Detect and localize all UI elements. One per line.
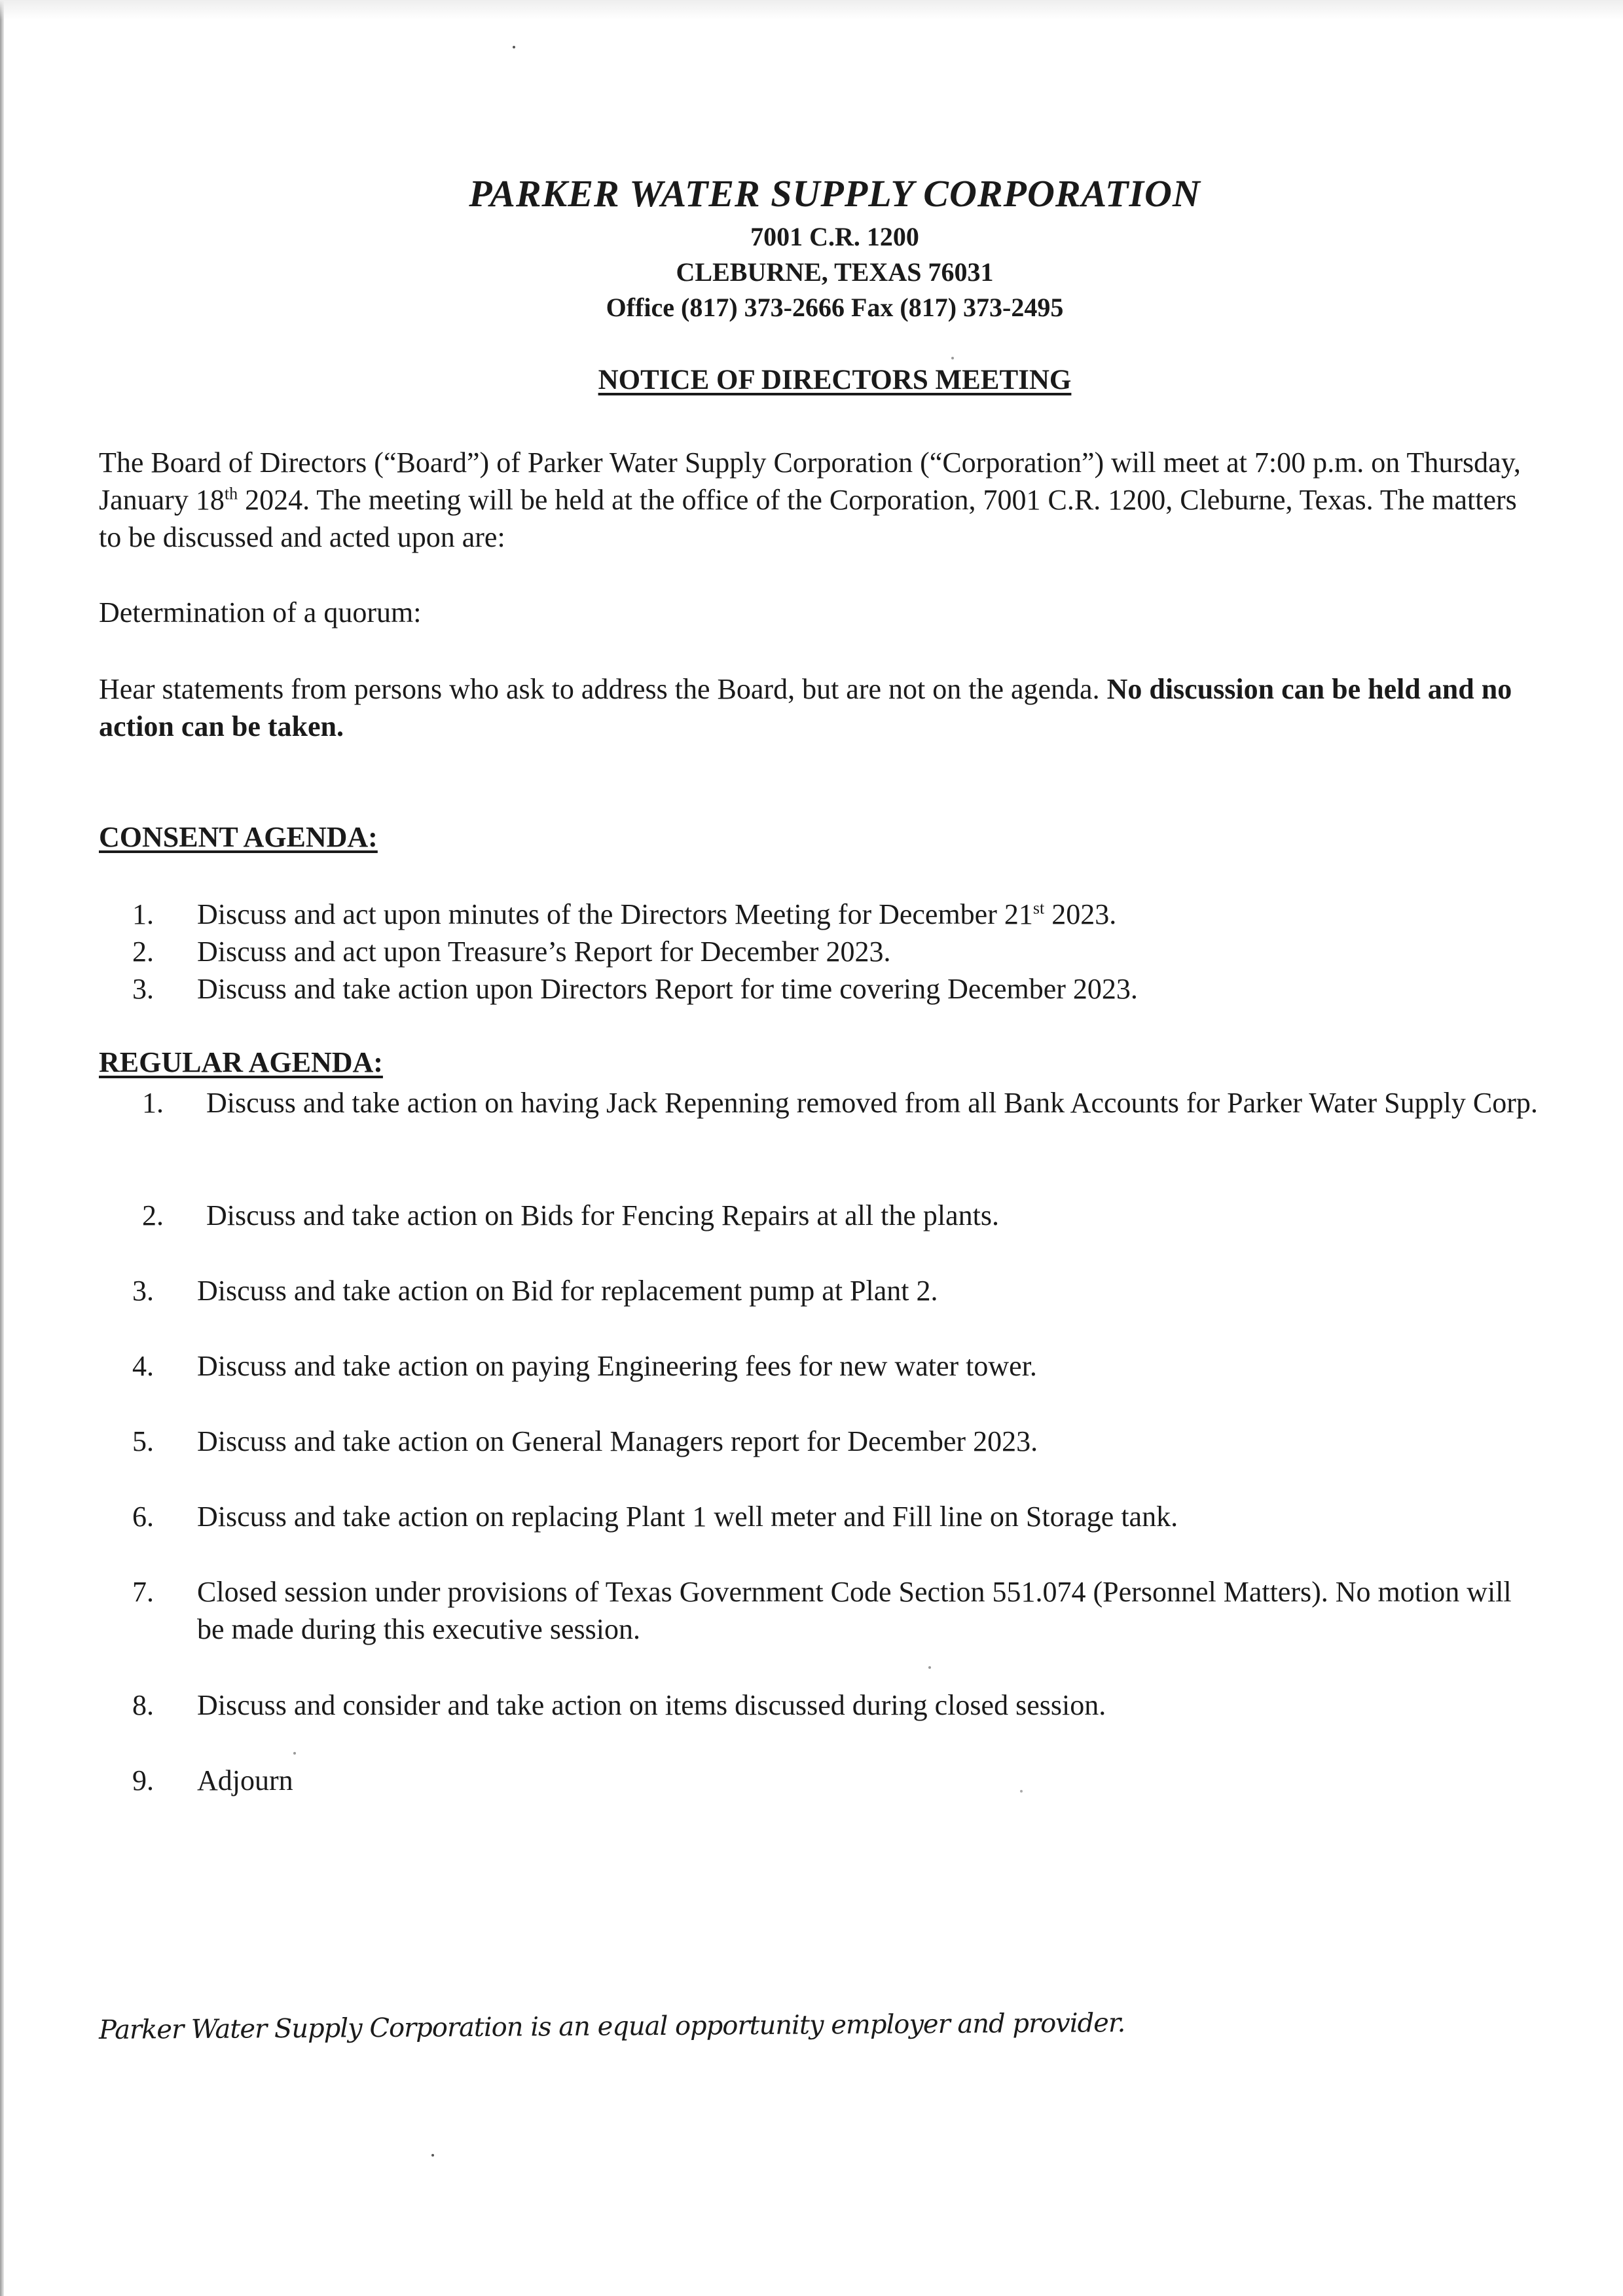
address-line-2: CLEBURNE, TEXAS 76031	[676, 257, 994, 287]
regular-item-text: Discuss and take action on Bid for replacement pump at Plant 2.	[197, 1275, 938, 1307]
scan-shadow	[0, 0, 1623, 20]
regular-item-text: Discuss and take action on having Jack Repenning removed from all Bank Accounts for Parker Water Supply Corp.	[206, 1087, 1538, 1119]
scan-speck	[431, 2154, 434, 2157]
consent-item-number: 3.	[132, 973, 154, 1005]
consent-item-number: 2.	[132, 936, 154, 968]
regular-item	[108, 1686, 1548, 1724]
regular-item-text: Closed session under provisions of Texas Government Code Section 551.074 (Personnel Matters). No motion will be made during this executive session.	[197, 1576, 1512, 1645]
contact-line: Office (817) 373-2666 Fax (817) 373-2495	[606, 293, 1064, 322]
footer-statement: Parker Water Supply Corporation is an equal opportunity employer and provider.	[98, 2008, 1125, 2045]
consent-item-number: 1.	[132, 898, 154, 930]
regular-item	[118, 1084, 1558, 1159]
statements-bold-text: No discussion can be held and no action can be taken.	[99, 673, 1512, 742]
quorum-text: Determination of a quorum:	[99, 596, 422, 629]
address-line-1: 7001 C.R. 1200	[750, 222, 919, 251]
regular-agenda-heading: REGULAR AGENDA:	[99, 1046, 383, 1078]
regular-item-number: 2.	[142, 1199, 164, 1231]
consent-item	[108, 970, 1548, 1008]
regular-item-number: 4.	[132, 1350, 154, 1382]
consent-item	[108, 933, 1548, 970]
consent-item-text: Discuss and take action upon Directors Report for time covering December 2023.	[197, 973, 1138, 1005]
regular-item	[108, 1498, 1548, 1535]
regular-item-number: 3.	[132, 1275, 154, 1307]
scan-speck	[951, 357, 954, 359]
scan-speck	[293, 1752, 296, 1755]
regular-item-text: Discuss and take action on replacing Plant 1 well meter and Fill line on Storage tank.	[197, 1501, 1178, 1533]
intro-sup: th	[224, 484, 238, 503]
org-name: PARKER WATER SUPPLY CORPORATION	[469, 172, 1201, 215]
consent-item-sup: st	[1032, 898, 1045, 918]
regular-item-text: Discuss and consider and take action on items discussed during closed session.	[197, 1689, 1106, 1721]
regular-item-text: Discuss and take action on paying Engineering fees for new water tower.	[197, 1350, 1037, 1382]
statements-text: Hear statements from persons who ask to address the Board, but are not on the agenda.	[99, 673, 1107, 705]
scan-speck	[928, 1666, 931, 1669]
regular-item-text: Discuss and take action on General Managers report for December 2023.	[197, 1425, 1038, 1457]
scan-speck	[513, 46, 515, 48]
regular-item	[108, 1272, 1548, 1309]
regular-item-number: 5.	[132, 1425, 154, 1457]
regular-item-number: 6.	[132, 1501, 154, 1533]
notice-title: NOTICE OF DIRECTORS MEETING	[598, 365, 1072, 395]
intro-text-a: The Board of Directors (“Board”) of Parker Water Supply Corporation (“Corporation”) will meet at 7:00 p.m. on Thursday, January 18	[99, 446, 1521, 516]
regular-item-text: Adjourn	[197, 1764, 293, 1796]
consent-item-text: Discuss and act upon Treasure’s Report for December 2023.	[197, 936, 891, 968]
intro-paragraph	[99, 444, 1539, 556]
page-edge	[0, 0, 4, 2296]
scan-speck	[1020, 1790, 1023, 1793]
regular-item	[108, 1573, 1548, 1648]
statements-paragraph	[99, 670, 1539, 745]
regular-item-number: 1.	[142, 1087, 164, 1119]
consent-item-text	[197, 896, 1559, 933]
intro-text-b: 2024. The meeting will be held at the office of the Corporation, 7001 C.R. 1200, Cleburne, Texas. The matters to be discussed and acted upon are:	[99, 484, 1517, 553]
regular-item	[108, 1423, 1548, 1460]
consent-item-text-a: Discuss and act upon minutes of the Directors Meeting for December 21	[197, 898, 1033, 930]
regular-item-number: 9.	[132, 1764, 154, 1796]
regular-item	[108, 1762, 1548, 1799]
consent-item-text-b: 2023.	[1044, 898, 1117, 930]
regular-item-text: Discuss and take action on Bids for Fencing Repairs at all the plants.	[206, 1199, 999, 1231]
regular-item-number: 7.	[132, 1576, 154, 1608]
regular-item-number: 8.	[132, 1689, 154, 1721]
consent-agenda-heading: CONSENT AGENDA:	[99, 821, 378, 853]
regular-item	[118, 1197, 1558, 1234]
consent-item	[108, 896, 1548, 933]
regular-item	[108, 1347, 1548, 1385]
